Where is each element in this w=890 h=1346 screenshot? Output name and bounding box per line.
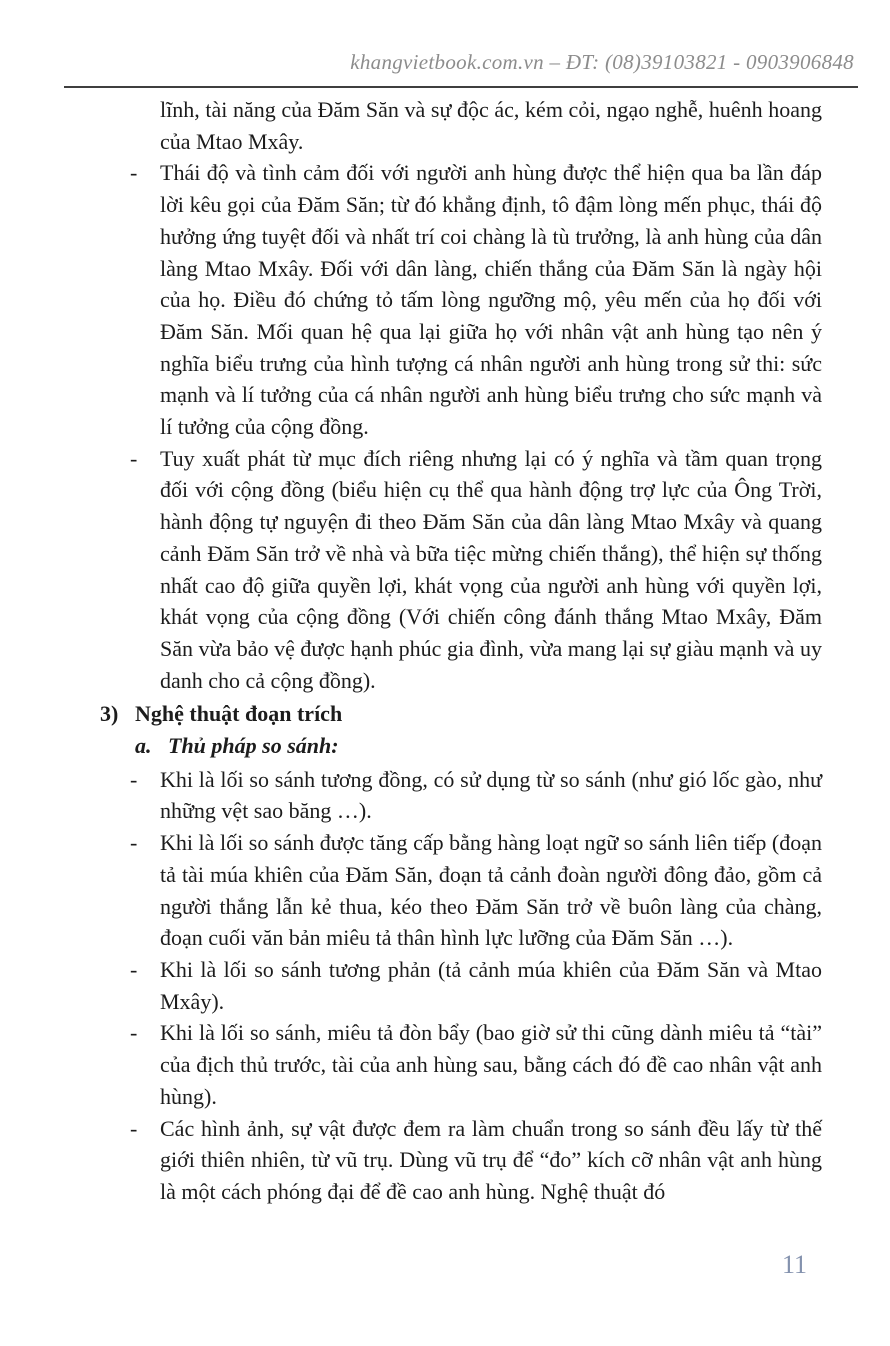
bullet-text: Tuy xuất phát từ mục đích riêng nhưng lại có ý nghĩa và tầm quan trọng đối với cộng đồng (biểu hiện cụ thể qua hành động trợ lực của Ông Trời, hành động tự nguyện đi theo Đăm Săn của dân làng Mtao Mxây và quang cảnh Đăm Săn trở về nhà và bữa tiệc mừng chiến thắng), thể hiện sự thống nhất cao độ giữa quyền lợi, khát vọng của người anh hùng với quyền lợi, khát vọng của cộng đồng (Với chiến công đánh thắng Mtao Mxây, Đăm Săn vừa bảo vệ được hạnh phúc gia đình, vừa mang lại sự giàu mạnh và uy danh cho cả cộng đồng).	[160, 445, 822, 693]
header-site-info: khangvietbook.com.vn – ĐT: (08)39103821 - 0903906848	[350, 50, 854, 74]
bullet-item	[100, 1017, 822, 1112]
header-divider	[64, 86, 858, 88]
paragraph-continuation: lĩnh, tài năng của Đăm Săn và sự độc ác, kém cỏi, ngạo nghễ, huênh hoang của Mtao Mxây.	[160, 97, 822, 154]
dash-marker: -	[130, 766, 138, 792]
bullet-item	[100, 1113, 822, 1208]
dash-marker: -	[130, 830, 138, 856]
dash-marker: -	[130, 1020, 138, 1046]
dash-marker: -	[130, 956, 138, 982]
subsection-heading	[100, 730, 822, 762]
bullet-item	[100, 954, 822, 1017]
dash-marker: -	[130, 445, 138, 471]
subsection-title: Thủ pháp so sánh:	[168, 733, 339, 759]
dash-marker: -	[130, 160, 138, 186]
page-number: 11	[782, 1250, 808, 1279]
subsection-letter: a.	[135, 733, 152, 759]
section-heading	[100, 698, 822, 730]
bullet-item	[100, 764, 822, 827]
section-number: 3)	[100, 701, 119, 727]
dash-marker: -	[130, 1115, 138, 1141]
bullet-text: Khi là lối so sánh được tăng cấp bằng hàng loạt ngữ so sánh liên tiếp (đoạn tả tài múa khiên của Đăm Săn, đoạn tả cảnh đoàn người đông đảo, gồm cả người thắng lẫn kẻ thua, kéo theo Đăm Săn trở về buôn làng của chàng, đoạn cuối văn bản miêu tả thân hình lực lưỡng của Đăm Săn …).	[160, 830, 822, 951]
bullet-text: Thái độ và tình cảm đối với người anh hùng được thể hiện qua ba lần đáp lời kêu gọi của Đăm Săn; từ đó khẳng định, tô đậm lòng mến phục, thái độ hưởng ứng tuyệt đối và nhất trí coi chàng là tù trưởng, là anh hùng của dân làng Mtao Mxây. Đối với dân làng, chiến thắng của Đăm Săn là ngày hội của họ. Điều đó chứng tỏ tấm lòng ngưỡng mộ, yêu mến của họ đối với Đăm Săn. Mối quan hệ qua lại giữa họ với nhân vật anh hùng tạo nên ý nghĩa biểu trưng của hình tượng cá nhân người anh hùng trong sử thi: sức mạnh và lí tưởng của cá nhân người anh hùng biểu trưng cho sức mạnh và lí tưởng của cộng đồng.	[160, 160, 822, 440]
section-title: Nghệ thuật đoạn trích	[135, 701, 343, 727]
bullet-item	[100, 443, 822, 697]
bullet-text: Khi là lối so sánh, miêu tả đòn bẩy (bao giờ sử thi cũng dành miêu tả “tài” của địch thủ trước, tài của anh hùng sau, bằng cách đó đề cao nhân vật anh hùng).	[160, 1020, 822, 1109]
bullet-item	[100, 157, 822, 442]
bullet-text: Các hình ảnh, sự vật được đem ra làm chuẩn trong so sánh đều lấy từ thế giới thiên nhiên, từ vũ trụ. Dùng vũ trụ để “đo” kích cỡ nhân vật anh hùng là một cách phóng đại để đề cao anh hùng. Nghệ thuật đó	[160, 1115, 822, 1204]
bullet-item	[100, 827, 822, 954]
bullet-text: Khi là lối so sánh tương phản (tả cảnh múa khiên của Đăm Săn và Mtao Mxây).	[160, 956, 822, 1014]
page-content	[100, 94, 822, 1208]
bullet-text: Khi là lối so sánh tương đồng, có sử dụng từ so sánh (như gió lốc gào, như những vệt sao băng …).	[160, 766, 822, 824]
